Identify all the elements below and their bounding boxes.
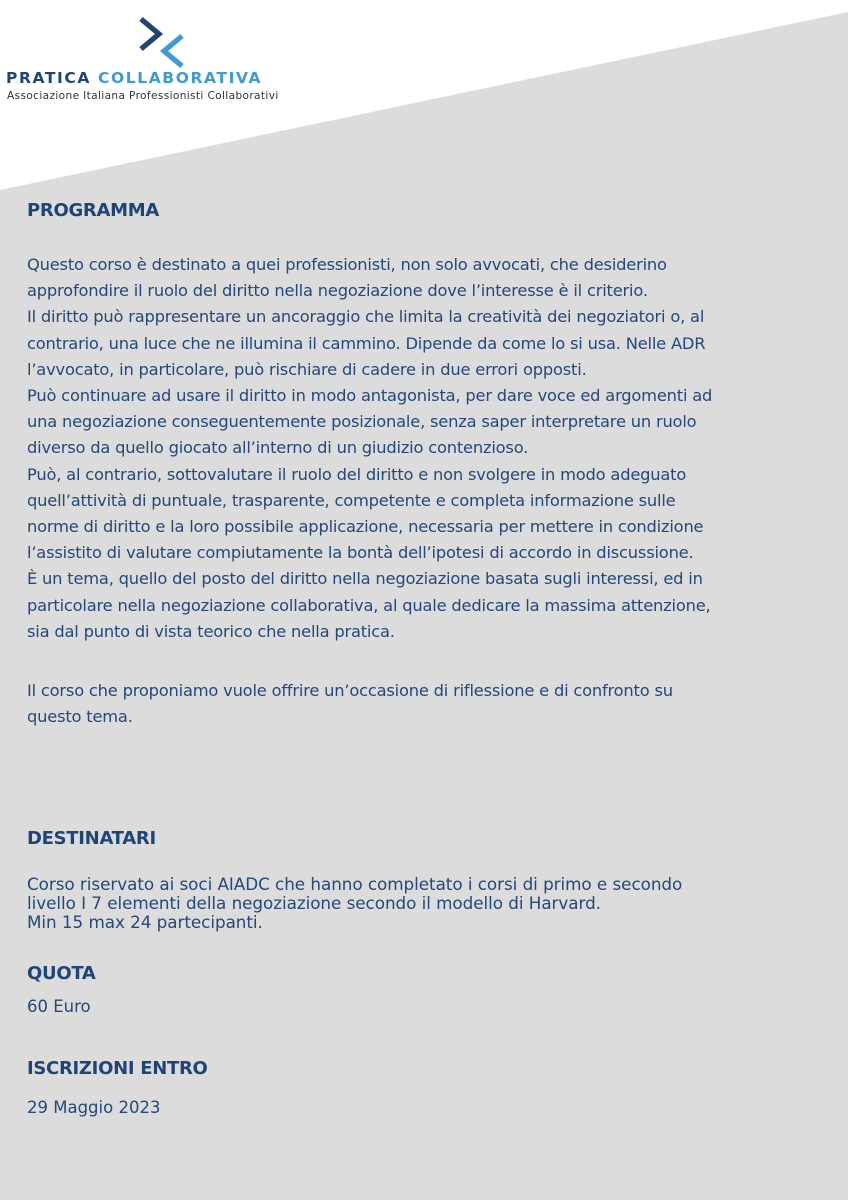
paragraph-line: norme di diritto e la loro possibile applicazione, necessaria per mettere in condizione [27,517,704,537]
programma-heading: PROGRAMMA [27,200,159,221]
double-chevron-logo-icon [138,16,188,70]
paragraph-line: Il corso che proponiamo vuole offrire un’occasione di riflessione e di confronto su [27,681,673,700]
logo-title-part1: PRATICA [6,69,91,87]
quota-heading: QUOTA [27,963,96,984]
destinatari-heading: DESTINATARI [27,828,156,849]
paragraph-line: Corso riservato ai soci AIADC che hanno completato i corsi di primo e secondo [27,874,683,894]
logo-subtitle: Associazione Italiana Professionisti Collaborativi [7,90,279,102]
logo-title [6,69,262,87]
paragraph-line: l’assistito di valutare compiutamente la bontà dell’ipotesi di accordo in discussione. [27,543,694,563]
logo-title-part2: COLLABORATIVA [98,69,263,87]
paragraph-line: una negoziazione conseguentemente posizionale, senza saper interpretare un ruolo [27,412,697,432]
paragraph-line: Può, al contrario, sottovalutare il ruolo del diritto e non svolgere in modo adeguato [27,464,687,484]
destinatari-text [27,875,827,932]
iscrizioni-value: 29 Maggio 2023 [27,1098,161,1117]
paragraph-line: Questo corso è destinato a quei professionisti, non solo avvocati, che desiderino [27,255,667,274]
paragraph-line: Min 15 max 24 partecipanti. [27,912,263,932]
programma-paragraph-2 [27,678,827,730]
paragraph-line: sia dal punto di vista teorico che nella pratica. [27,621,395,641]
paragraph-line: È un tema, quello del posto del diritto nella negoziazione basata sugli interessi, ed in [27,569,703,589]
paragraph-line: diverso da quello giocato all’interno di un giudizio contenzioso. [27,438,529,458]
paragraph-line: Il diritto può rappresentare un ancoraggio che limita la creatività dei negoziatori o, al [27,307,705,327]
paragraph-line: Può continuare ad usare il diritto in modo antagonista, per dare voce ed argomenti ad [27,386,713,406]
paragraph-line: questo tema. [27,707,133,727]
paragraph-line: livello I 7 elementi della negoziazione secondo il modello di Harvard. [27,893,601,913]
logo [6,16,326,106]
paragraph-line: quell’attività di puntuale, trasparente, competente e completa informazione sulle [27,490,676,510]
paragraph-line: contrario, una luce che ne illumina il cammino. Dipende da come lo si usa. Nelle ADR [27,333,706,353]
paragraph-line: approfondire il ruolo del diritto nella negoziazione dove l’interesse è il criterio. [27,281,648,301]
paragraph-line: l’avvocato, in particolare, può rischiare di cadere in due errori opposti. [27,359,587,379]
quota-value: 60 Euro [27,997,91,1016]
paragraph-line: particolare nella negoziazione collaborativa, al quale dedicare la massima attenzione, [27,595,711,615]
iscrizioni-heading: ISCRIZIONI ENTRO [27,1058,208,1079]
programma-paragraph-1 [27,252,827,645]
